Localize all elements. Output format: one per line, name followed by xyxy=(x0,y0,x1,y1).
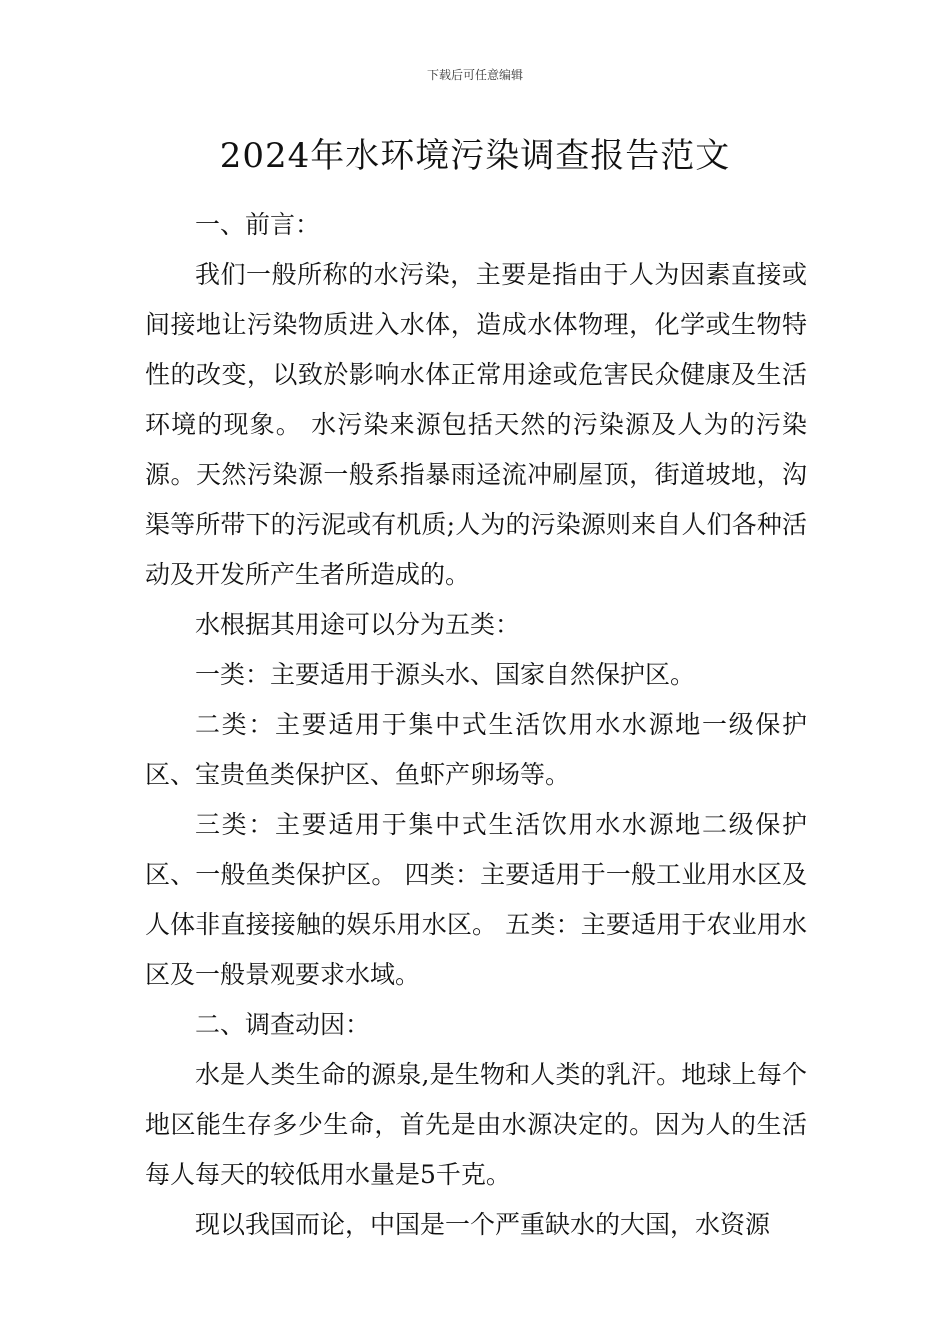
document-body xyxy=(145,200,807,1250)
section-heading-preface: 一、前言： xyxy=(195,210,321,239)
paragraph: 二类：主要适用于集中式生活饮用水水源地一级保护区、宝贵鱼类保护区、鱼虾产卵场等。 xyxy=(145,710,807,789)
document-title: 2024年水环境污染调查报告范文 xyxy=(219,136,731,176)
section-heading-motivation: 二、调查动因： xyxy=(195,1010,371,1039)
header-note: 下载后可任意编辑 xyxy=(426,68,523,82)
paragraph: 水是人类生命的源泉,是生物和人类的乳汗。地球上每个地区能生存多少生命，首先是由水源决定的。因为人的生活每人每天的较低用水量是5千克。 xyxy=(145,1060,807,1189)
paragraph: 一类：主要适用于源头水、国家自然保护区。 xyxy=(195,660,696,689)
paragraph: 水根据其用途可以分为五类： xyxy=(195,610,521,639)
paragraph: 我们一般所称的水污染，主要是指由于人为因素直接或间接地让污染物质进入水体，造成水体物理，化学或生物特性的改变，以致於影响水体正常用途或危害民众健康及生活环境的现象。 水污染来源包括天然的污染源及人为的污染源。天然污染源一般系指暴雨迳流冲刷屋顶，街道坡地，沟渠等所带下的污泥或有机质;人为的污染源则来自人们各种活动及开发所产生者所造成的。 xyxy=(145,260,807,589)
paragraph: 三类：主要适用于集中式生活饮用水水源地二级保护区、一般鱼类保护区。 四类：主要适用于一般工业用水区及人体非直接接触的娱乐用水区。 五类：主要适用于农业用水区及一般景观要求水域。 xyxy=(145,810,807,989)
paragraph: 现以我国而论，中国是一个严重缺水的大国，水资源 xyxy=(195,1210,771,1239)
